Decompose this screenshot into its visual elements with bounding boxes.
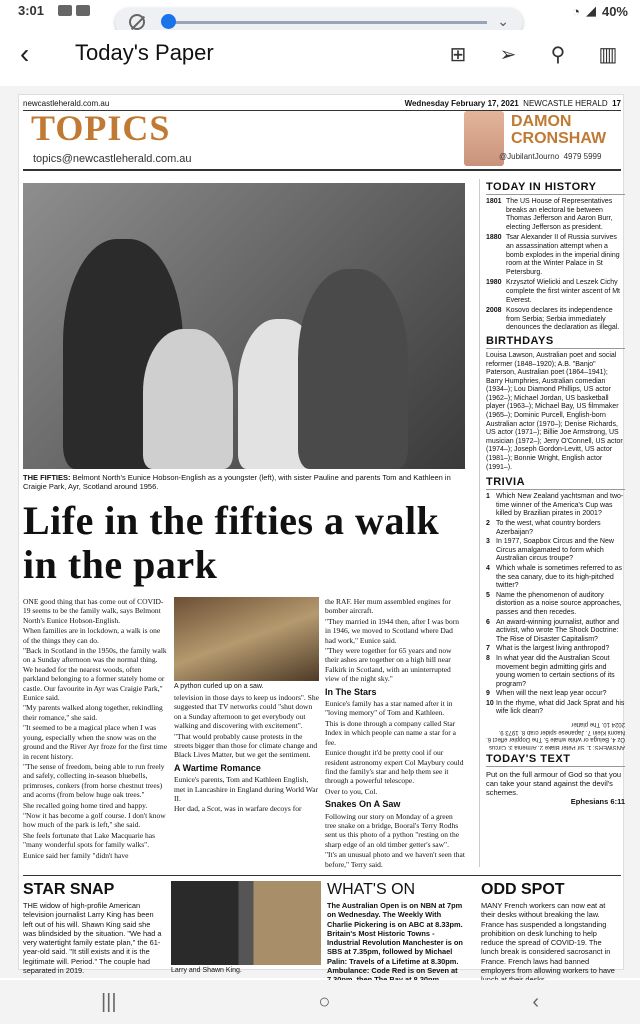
- history-year: 1801: [486, 198, 502, 205]
- trivia-question: Which New Zealand yachtsman and two-time winner of the America's Cup was killed by Brazilian pirates in 2001?: [496, 493, 624, 518]
- paragraph: "That would probably cause protests in the streets bigger than those for climate change and Black Lives Matter, but we get the sentiment.: [174, 731, 318, 760]
- back-arrow-icon[interactable]: ‹: [20, 38, 30, 69]
- trivia-item: [486, 592, 625, 618]
- paragraph: Following our story on Monday of a green tree snake on a bridge, Booral's Terry Rodhs sent us this photo of a python "resting on the sharp edge of an old timber getter's saw".: [325, 811, 460, 849]
- paragraph: Eunice's family has a star named after it in "loving memory" of Tom and Kathleen.: [325, 699, 453, 718]
- wifi-icon: ◔: [572, 3, 580, 19]
- trivia-item: [486, 690, 625, 699]
- trivia-question: In the rhyme, what did Jack Sprat and his wife lick clean?: [496, 699, 625, 716]
- mail-icon: [76, 5, 90, 16]
- trivia-item: [486, 619, 625, 645]
- caption-label: THE FIFTIES:: [23, 473, 71, 482]
- photo-caption: [23, 473, 465, 491]
- odd-spot-heading: ODD SPOT: [481, 881, 565, 898]
- trivia-item: [486, 655, 625, 689]
- paragraph: television in those days to keep us indoors". She suggested that TV networks could "shut down on a Sunday afternoon to get everybody out walking and discovering with excitement".: [174, 693, 319, 731]
- whats-on-text: The Australian Open is on NBN at 7pm on Wednesday. The Weekly With Charlie Pickering is on ABC at 8.33pm. Britain's Most Historic Towns - Industrial Revolution Manchester is on SBS at 7.35pm, followed by Michael Palin: Travels of a Lifetime at 8.30pm. Ambulance: Code Red is on Seven at: [327, 901, 463, 976]
- trivia-question: In what year did the Australian Scout movement begin admitting girls and young women to certain sections of its program?: [496, 654, 615, 688]
- whats-on-heading: WHAT'S ON: [327, 881, 416, 898]
- search-icon[interactable]: ⚲: [550, 44, 566, 66]
- youtube-icon: [58, 5, 72, 16]
- toolbar: [446, 42, 620, 67]
- history-item: [486, 198, 625, 232]
- star-snap-caption: Larry and Shawn King.: [171, 967, 242, 974]
- trivia-number: 6: [486, 618, 490, 626]
- page-number: 17: [612, 99, 621, 108]
- battery-level: 40%: [601, 3, 628, 19]
- app-bar: [0, 30, 640, 80]
- paragraph: Eunice's parents, Tom and Kathleen English, met in Lancashire in England during World War II.: [174, 775, 319, 804]
- paragraph: When families are in lockdown, a walk is one of the things they can do.: [23, 626, 161, 645]
- trivia-question: When will the next leap year occur?: [496, 690, 607, 698]
- article-column-1: [23, 597, 168, 867]
- headline: Life in the fifties a walk in the park: [23, 498, 440, 587]
- star-snap-photo: [171, 881, 321, 965]
- history-heading: TODAY IN HISTORY: [486, 181, 625, 195]
- trivia-question: An award-winning journalist, author and activist, who wrote The Shock Doctrine: The Rise of Disaster Capitalism?: [496, 618, 619, 643]
- caption-text: Belmont North's Eunice Hobson-English as a youngster (left), with sister Pauline and parents Tom and Kathleen in Craigie Park, Ayr, Scotland around 1956.: [23, 473, 451, 491]
- trivia-number: 8: [486, 654, 490, 662]
- subheading: A Wartime Romance: [174, 762, 261, 773]
- trivia-item: [486, 700, 625, 717]
- python-photo-caption: A python curled up on a saw.: [174, 683, 264, 690]
- paragraph: Over to you, Col.: [325, 786, 378, 796]
- subheading: In The Stars: [325, 686, 377, 697]
- paragraph: Eunice thought it'd be pretty cool if our resident astronomy expert Col Maybury could find the family's star and help them see it through a powerful telescope.: [325, 748, 464, 786]
- birthdays-heading: BIRTHDAYS: [486, 335, 625, 349]
- bookmark-add-icon[interactable]: ⊞: [449, 44, 467, 66]
- trivia-number: 3: [486, 538, 490, 546]
- star-snap-heading: STAR SNAP: [23, 881, 115, 898]
- paragraph: ONE good thing that has come out of COVID-19 seems to be the family walk, says Belmont North's Eunice Hobson-English.: [23, 597, 164, 625]
- trivia-number: 9: [486, 690, 490, 698]
- site-url: newcastleherald.com.au: [23, 99, 110, 108]
- history-year: 1980: [486, 279, 502, 287]
- trivia-item: [486, 493, 625, 519]
- history-year: 2008: [486, 307, 502, 315]
- article-column-3: [325, 597, 465, 869]
- todays-text-heading: TODAY'S TEXT: [486, 753, 625, 767]
- history-item: [486, 307, 625, 333]
- section-email: topics@newcastleherald.com.au: [33, 153, 192, 165]
- paragraph: "My parents walked along together, rekindling their romance," she said.: [23, 703, 163, 722]
- chevron-down-icon[interactable]: ⌄: [497, 13, 509, 29]
- trivia-number: 4: [486, 564, 490, 572]
- todays-text: Put on the full armour of God so that you can take your stand against the devil's schemes.: [486, 770, 622, 798]
- trivia-number: 10: [486, 699, 494, 707]
- python-photo: [174, 597, 319, 681]
- trivia-question: What is the largest living anthropod?: [496, 645, 610, 653]
- trivia-item: [486, 520, 625, 537]
- progress-track[interactable]: [167, 21, 487, 24]
- phone-number: 4979 5999: [563, 152, 602, 161]
- article-column-2: [174, 693, 319, 869]
- paragraph: "Now it has become a golf course. I don't know how much of the park is left," she said.: [23, 810, 166, 830]
- paragraph: "Back in Scotland in the 1950s, the family walk on a Sunday afternoon was the normal thing. We headed for the nearest woods, often parkland belonging to a former stately home or castle. Our favourite in Ayr was Craigie Park," Eunice said.: [23, 646, 167, 703]
- share-icon[interactable]: ➢: [499, 44, 517, 66]
- notification-icons: [58, 5, 90, 16]
- paragraph: She feels fortunate that Lake Macquarie has "many wonderful spots for family walks".: [23, 830, 156, 850]
- progress-handle[interactable]: [161, 14, 176, 29]
- paragraph: "It seemed to be a magical place when I was young, especially when the snow was on the ground and the River Ayr froze for the first time in recent history.: [23, 723, 168, 761]
- author-last-name: CRONSHAW: [511, 130, 607, 147]
- author-first-name: DAMON: [511, 113, 572, 130]
- clock: 3:01: [18, 3, 45, 18]
- trivia-item: [486, 645, 625, 654]
- paragraph: This is done through a company called Star Index in which people can name a star for a fee.: [325, 718, 456, 747]
- paper-viewer[interactable]: [0, 86, 640, 978]
- history-year: 1880: [486, 234, 502, 242]
- trivia-number: 1: [486, 493, 490, 501]
- paper-name: NEWCASTLE HERALD: [523, 99, 608, 108]
- home-icon[interactable]: ○: [318, 990, 331, 1013]
- system-nav-bar: [0, 980, 640, 1024]
- star-snap-text: THE widow of high-profile American television journalist Larry King has been left out of his will. Shawn King said she was blindsided by the situation. "We had a very watertight family estate plan," the 61-year-old said. "It still exists and it is the legitimate will. Period." The couple had separated in 2019.: [23, 901, 162, 976]
- divider: [23, 875, 621, 876]
- main-photo: [23, 183, 465, 469]
- twitter-handle: @JubilantJourno: [499, 152, 560, 161]
- birthdays-text: Louisa Lawson, Australian poet and social reformer (1848–1920); A.B. "Banjo" Paterson, Australian poet (1864–1941); Barry Humphries, Australian comedian (1934–); Lou Diamond Phillips, US actor (1962–); Michael Jordan, US basketball player (1963–); Michael Bay, US filmmaker (1965–); Dominic Purcell, English-born Australian actor (1970–); Denise Richards, US actor (1971–); Billie Joe Armstrong, US musician (1972–); Jerry O'Connell, US actor (1974–); Joseph Gordon-Levitt, US actor (1981–); Bonnie Wright, English actor (1991–).: [486, 351, 623, 471]
- odd-spot-text: MANY French workers can now eat at their desks without breaking the law. France has suspended a longstanding prohibition on desk lunching to help reduce the spread of COVID-19. The lunch break is considered sacrosanct in France. French laws had banned employers from allowing workers to have: [481, 901, 615, 976]
- paragraph: She recalled going home tired and happy.: [23, 800, 148, 810]
- history-text: Tsar Alexander II of Russia survives an assassination attempt when a bomb explodes in the imperial dining room at the Winter Palace in St Petersburg.: [506, 234, 620, 276]
- trivia-question: In 1977, Soapbox Circus and the New Circus amalgamated to form which Australian circus troupe?: [496, 538, 614, 563]
- back-icon[interactable]: ‹: [532, 990, 540, 1013]
- trivia-item: [486, 538, 625, 564]
- subheading: Snakes On A Saw: [325, 799, 401, 810]
- author-contact: [499, 152, 601, 161]
- signal-icon: ◢: [585, 3, 596, 18]
- paragraph: "The sense of freedom, being able to run freely and safely, collecting in-season bluebells, primroses, conkers (from horse chestnut trees) and acorns (from below huge oak trees.": [23, 761, 165, 800]
- history-text: Kosovo declares its independence from Serbia; Serbia immediately denounces the declaration as illegal.: [506, 307, 620, 332]
- trivia-number: 5: [486, 591, 490, 599]
- trivia-number: 7: [486, 645, 490, 653]
- divider: [23, 169, 621, 171]
- trivia-number: 2: [486, 520, 490, 527]
- paragraph: Eunice said her family "didn't have: [23, 850, 129, 860]
- history-item: [486, 234, 625, 277]
- page-title: Today's Paper: [75, 40, 214, 65]
- history-text: The US House of Representatives breaks an electoral tie between Thomas Jefferson and Aaron Burr, electing Jefferson as president.: [506, 198, 613, 231]
- newspaper-page: [18, 94, 625, 976]
- trivia-heading: TRIVIA: [486, 476, 625, 490]
- author-name: [511, 113, 606, 147]
- trivia-question: Name the phenomenon of auditory distortion as a noise source approaches, passes and then recedes.: [496, 591, 622, 616]
- sidebar: [479, 179, 625, 867]
- trivia-question: To the west, what country borders Azerbaijan?: [496, 520, 601, 536]
- todays-text-reference: Ephesians 6:11: [570, 797, 625, 807]
- trivia-item: [486, 565, 625, 591]
- paragraph: the RAF. Her mum assembled engines for bomber aircraft.: [325, 597, 451, 616]
- history-text: Krzysztof Wielicki and Leszek Cichy complete the first winter ascent of Mt Everest.: [506, 279, 620, 304]
- page-view-icon[interactable]: ▥: [598, 44, 618, 66]
- mute-icon[interactable]: [129, 14, 145, 30]
- paragraph: "They married in 1944 then, after I was born in 1946, we moved to Scotland where Dad had work," Eunice said.: [325, 616, 460, 645]
- system-tray: [572, 3, 628, 19]
- paragraph: Her dad, a Scot, was in warfare decoys for: [174, 804, 302, 814]
- date-line: Wednesday February 17, 2021: [404, 99, 519, 108]
- author-photo: [464, 111, 504, 166]
- recent-apps-icon[interactable]: |||: [100, 990, 117, 1013]
- paragraph: "They were together for 65 years and now their ashes are together on a high hill near Falkirk in Scotland, with an uninterrupted view of the night sky.": [325, 646, 452, 684]
- paragraph: "It's an unusual photo and we haven't seen that before," Terry said.: [325, 850, 465, 869]
- history-item: [486, 279, 625, 305]
- trivia-question: Which whale is sometimes referred to as the sea canary, due to its high-pitched twitter?: [496, 564, 623, 590]
- section-title: TOPICS: [31, 108, 171, 148]
- trivia-answers: ANSWERS: 1. Sir Peter Blake 2. Armenia 3. Circus Oz 4. Beluga or white whale 5. The Doppler effect 6. Naomi Klein 7. Japanese spider crab 8. 1973 9. 2024 10. The platter: [486, 721, 625, 751]
